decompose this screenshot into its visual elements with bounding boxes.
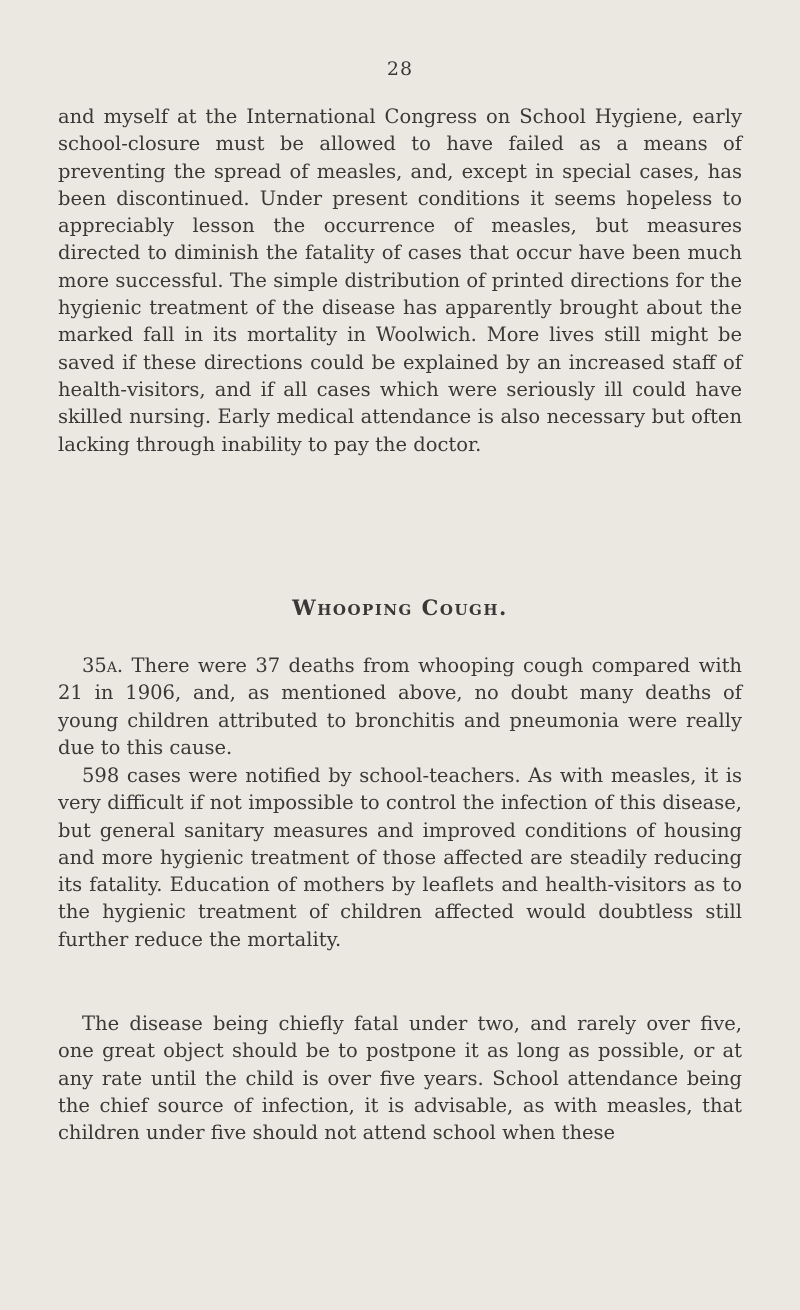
paragraph-35a-text: There were 37 deaths from whooping cough compared with 21 in 1906, and, as mentioned above, no doubt many deaths of young children attributed to bronchitis and pneumonia were really due to this cause. [58,654,742,759]
paragraph-measles-continued: and myself at the International Congress on School Hygiene, early school-closure must be allowed to have failed as a means of preventing the spread of measles, and, except in special cases, has been discontinued. Under present conditions it seems hopeless to appreciably lesson the occurrence of measles, but measures directed to diminish the fatality of cases that occur have been much more successful. The simple distribution of printed directions for the hygienic treatment of the disease has apparently brought about the marked fall in its mortality in Woolwich. More lives still might be saved if these directions could be explained by an increased staff of health-visitors, and if all cases which were seriously ill could have skilled nursing. Early medical attendance is also necessary but often lacking through inability to pay the doctor. [58,105,742,456]
page-number: 28 [386,58,414,80]
section-heading-whooping-cough: Whooping Cough. [292,595,508,620]
paragraph-35a [58,652,742,761]
paragraph-notified-cases: 598 cases were notified by school-teachers. As with measles, it is very difficult if not impossible to control the infection of this disease, but general sanitary measures and improved conditions of housing and more hygienic treatment of those affected are steadily reducing its fatality. Education of mothers by leaflets and health-visitors as to the hygienic treatment of children affected would doubtless still further reduce the mortality. [58,764,742,951]
paragraph-postpone-infection: The disease being chiefly fatal under two, and rarely over five, one great object should be to postpone it as long as possible, or at any rate until the child is over five years. School attendance being the chief source of infection, it is advisable, as with measles, that children under five should not attend school when these [58,1012,742,1145]
paragraph-number: 35a. [82,654,124,677]
